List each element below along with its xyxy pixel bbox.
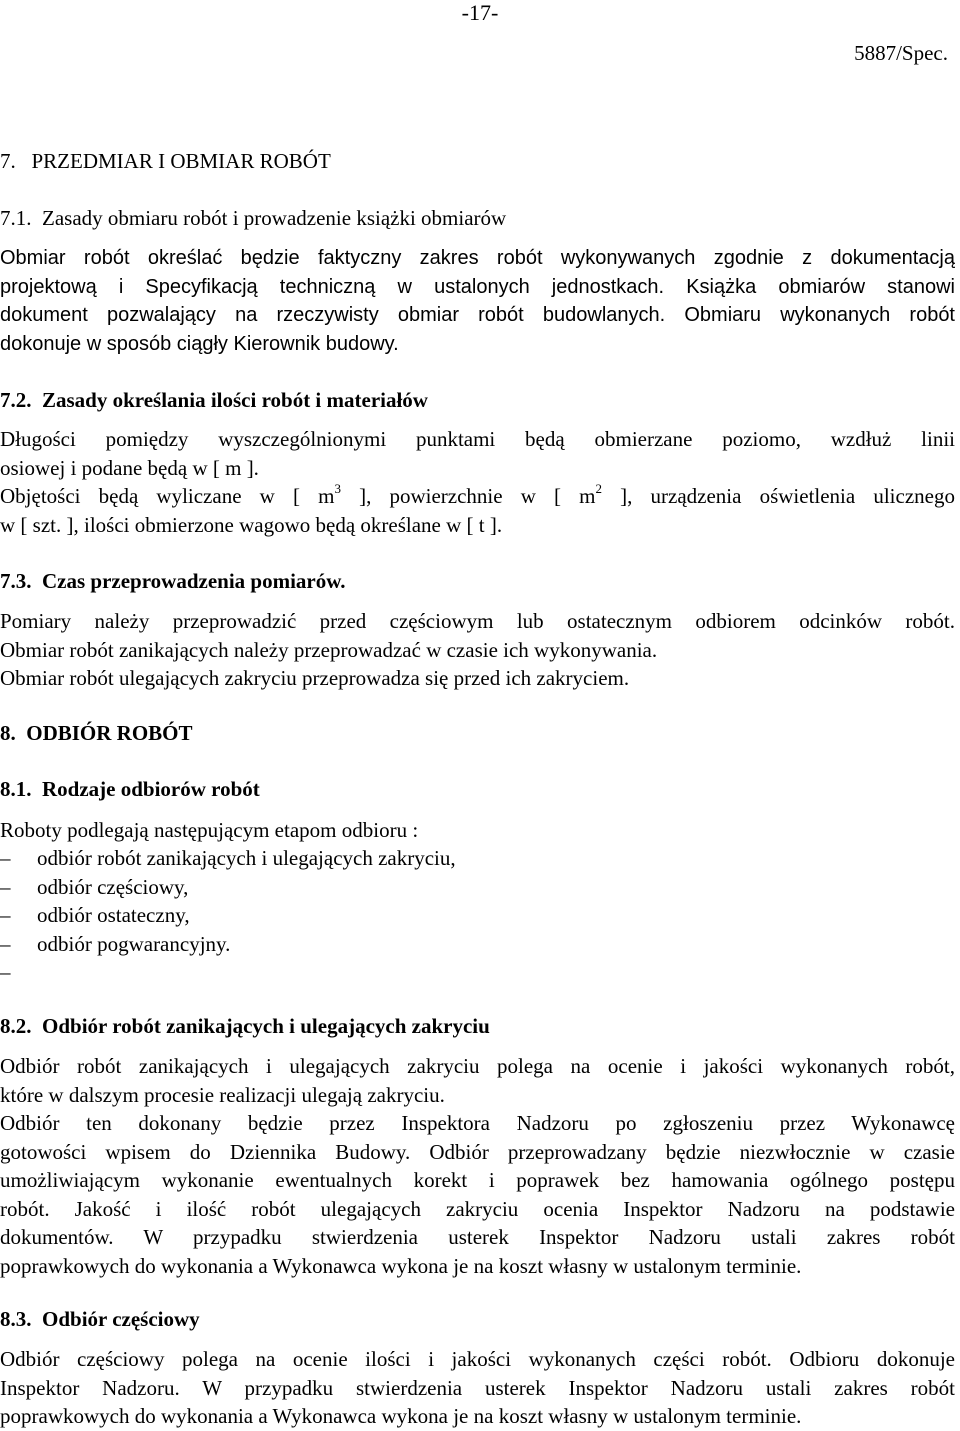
acceptance-types-list <box>0 844 700 987</box>
section-number: 7. <box>0 149 16 173</box>
section-title: Zasady określania ilości robót i materiałów <box>42 388 428 412</box>
section-title: Rodzaje odbiorów robót <box>42 777 260 801</box>
list-item: – odbiór częściowy, <box>0 873 700 902</box>
section-8-1-intro <box>0 816 955 845</box>
section-number: 7.3. <box>0 569 32 593</box>
superscript: 2 <box>595 481 602 496</box>
paragraph-line: które w dalszym procesie realizacji ulegają zakryciu. <box>0 1082 445 1107</box>
spec-reference: 5887/Spec. <box>854 41 948 65</box>
paragraph-line: gotowości wpisem do Dziennika Budowy. Odbiór przeprowadzany będzie niezwłocznie w czasie <box>0 1139 955 1164</box>
paragraph-line-with-units: Objętości będą wyliczane w [ $m^3$ ], powierzchnie w [ $m^2$ ], urządzenia oświetlenia ulicznego <box>0 481 955 508</box>
section-7-2-heading <box>0 387 428 413</box>
paragraph-line: w [ szt. ], ilości obmierzone wagowo będą określane w [ t ]. <box>0 512 503 537</box>
section-8-2-heading <box>0 1013 490 1039</box>
dash-bullet: – <box>0 874 11 899</box>
dash-bullet: – <box>0 960 11 984</box>
paragraph-line: Pomiary należy przeprowadzić przed częściowym lub ostatecznym odbiorem odcinków robót. <box>0 609 955 633</box>
paragraph-line: dokument pozwalający na rzeczywisty obmiar robót budowlanych. Obmiaru wykonanych robót <box>0 304 955 327</box>
page-number: -17- <box>461 0 499 25</box>
section-7-1-heading <box>0 205 506 231</box>
paragraph-line: Roboty podlegają następującym etapom odbioru : <box>0 818 419 842</box>
section-number: 8.1. <box>0 777 32 801</box>
section-7-3-body <box>0 607 955 693</box>
paragraph-line: Obmiar robót ulegających zakryciu przeprowadza się przed ich zakryciem. <box>0 666 630 690</box>
section-title: Zasady obmiaru robót i prowadzenie książki obmiarów <box>42 206 507 230</box>
section-number: 8.2. <box>0 1014 32 1038</box>
section-title: Czas przeprowadzenia pomiarów. <box>42 569 346 593</box>
paragraph-line: osiowej i podane będą w [ m ]. <box>0 455 259 480</box>
paragraph-line: Odbiór ten dokonany będzie przez Inspektora Nadzoru po zgłoszeniu przez Wykonawcę <box>0 1111 955 1135</box>
paragraph-line: dokumentów. W przypadku stwierdzenia usterek Inspektor Nadzoru ustali zakres robót <box>0 1225 955 1249</box>
dash-bullet: – <box>0 846 11 870</box>
section-title: Odbiór robót zanikających i ulegających zakryciu <box>42 1014 490 1038</box>
paragraph-line: projektową i Specyfikacją techniczną w ustalonych jednostkach. Książka obmiarów stanowi <box>0 275 955 298</box>
list-item: – odbiór robót zanikających i ulegających zakryciu, <box>0 844 700 873</box>
superscript: 3 <box>334 481 341 496</box>
section-7-3-heading <box>0 568 346 594</box>
section-8-1-heading <box>0 776 260 802</box>
list-item: – odbiór ostateczny, <box>0 901 700 930</box>
section-number: 7.1. <box>0 206 32 230</box>
paragraph-line: umożliwiającym wykonanie ewentualnych korekt i poprawek bez hamowania ogólnego postępu <box>0 1168 955 1192</box>
section-8-3-body <box>0 1345 955 1431</box>
list-item <box>0 958 700 987</box>
section-title: ODBIÓR ROBÓT <box>26 721 193 745</box>
paragraph-line: Odbiór robót zanikających i ulegających zakryciu polega na ocenie i jakości wykonanych robót, <box>0 1054 955 1078</box>
paragraph-line: Odbiór częściowy polega na ocenie ilości i jakości wykonanych części robót. Odbioru dokonuje <box>0 1347 955 1371</box>
paragraph-line: poprawkowych do wykonania a Wykonawca wykona je na koszt własny w ustalonym terminie. <box>0 1404 802 1428</box>
paragraph-line: robót. Jakość i ilość robót ulegających zakryciu ocenia Inspektor Nadzoru na podstawie <box>0 1196 955 1221</box>
section-title: PRZEDMIAR I OBMIAR ROBÓT <box>31 149 331 173</box>
paragraph-line: Długości pomiędzy wyszczególnionymi punktami będą obmierzane poziomo, wzdłuż linii <box>0 427 955 451</box>
section-7-1-body <box>0 244 955 358</box>
section-8-3-heading <box>0 1306 200 1332</box>
dash-bullet: – <box>0 931 11 956</box>
paragraph-line: Obmiar robót zanikających należy przeprowadzać w czasie ich wykonywania. <box>0 637 658 662</box>
section-number: 8.3. <box>0 1307 32 1331</box>
section-number: 8. <box>0 721 16 745</box>
dash-bullet: – <box>0 903 11 927</box>
section-number: 7.2. <box>0 388 32 412</box>
list-item: – odbiór pogwarancyjny. <box>0 930 700 959</box>
paragraph-line: Obmiar robót określać będzie faktyczny zakres robót wykonywanych zgodnie z dokumentacją <box>0 247 955 269</box>
paragraph-line: poprawkowych do wykonania a Wykonawca wykona je na koszt własny w ustalonym terminie. <box>0 1253 802 1278</box>
paragraph-line: dokonuje w sposób ciągły Kierownik budowy. <box>0 332 399 355</box>
section-7-2-body <box>0 425 955 539</box>
section-7-heading <box>0 148 331 174</box>
paragraph-line: Inspektor Nadzoru. W przypadku stwierdzenia usterek Inspektor Nadzoru ustali zakres robót <box>0 1375 955 1400</box>
section-title: Odbiór częściowy <box>42 1307 200 1331</box>
section-8-2-body <box>0 1052 955 1280</box>
section-8-heading <box>0 720 193 746</box>
